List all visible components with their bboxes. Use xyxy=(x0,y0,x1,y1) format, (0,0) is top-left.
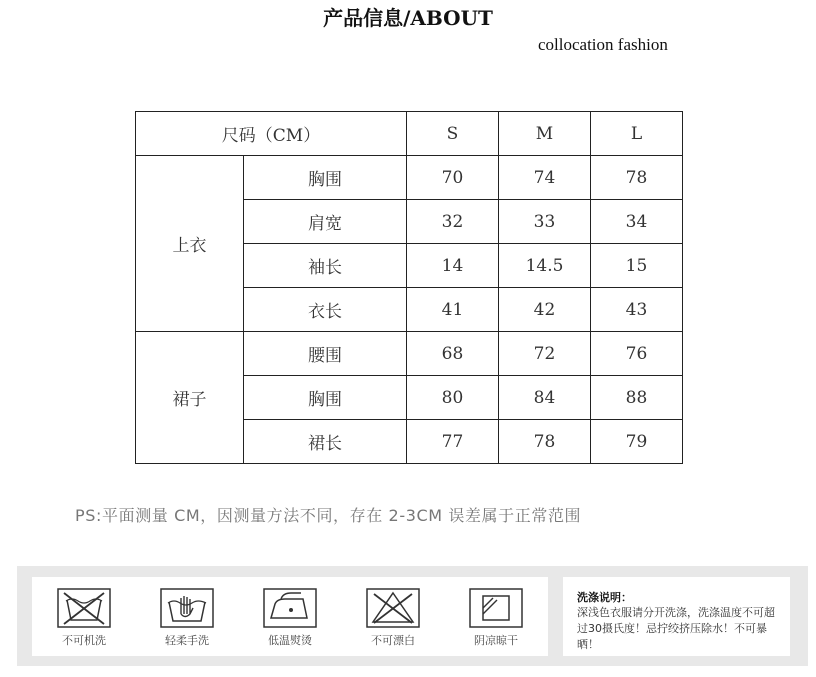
gentle-hand-wash-icon xyxy=(160,588,214,628)
table-header-row xyxy=(136,112,683,156)
care-item xyxy=(142,588,232,648)
row-label: 肩宽 xyxy=(244,200,407,244)
size-col-s: S xyxy=(407,112,499,156)
size-header-label: 尺码（CM） xyxy=(136,112,407,156)
cell-value: 76 xyxy=(591,332,683,376)
table-row xyxy=(136,332,683,376)
measurement-note: PS:平面测量 CM，因测量方法不同，存在 2-3CM 误差属于正常范围 xyxy=(75,506,582,525)
cell-value: 42 xyxy=(499,288,591,332)
cell-value: 80 xyxy=(407,376,499,420)
cell-value: 14.5 xyxy=(499,244,591,288)
cell-value: 70 xyxy=(407,156,499,200)
care-icons-panel xyxy=(32,577,548,656)
row-label: 胸围 xyxy=(244,376,407,420)
row-label: 腰围 xyxy=(244,332,407,376)
cell-value: 68 xyxy=(407,332,499,376)
cell-value: 33 xyxy=(499,200,591,244)
care-instructions-title: 洗涤说明： xyxy=(577,591,632,604)
no-bleach-icon xyxy=(366,588,420,628)
cell-value: 32 xyxy=(407,200,499,244)
care-label: 不可漂白 xyxy=(371,634,415,647)
cell-value: 78 xyxy=(591,156,683,200)
care-item xyxy=(245,588,335,648)
no-machine-wash-icon xyxy=(57,588,111,628)
care-item xyxy=(451,588,541,648)
row-label: 裙长 xyxy=(244,420,407,464)
care-label: 轻柔手洗 xyxy=(165,634,209,647)
cell-value: 79 xyxy=(591,420,683,464)
care-label: 低温熨烫 xyxy=(268,634,312,647)
size-col-m: M xyxy=(499,112,591,156)
care-label: 不可机洗 xyxy=(62,634,106,647)
cell-value: 72 xyxy=(499,332,591,376)
row-label: 袖长 xyxy=(244,244,407,288)
table-row xyxy=(136,156,683,200)
page-subtitle: collocation fashion xyxy=(538,35,668,54)
low-temp-iron-icon xyxy=(263,588,317,628)
care-item xyxy=(348,588,438,648)
group-label-top: 上衣 xyxy=(136,156,244,332)
cell-value: 88 xyxy=(591,376,683,420)
care-panel xyxy=(17,566,808,666)
cell-value: 34 xyxy=(591,200,683,244)
row-label: 衣长 xyxy=(244,288,407,332)
cell-value: 74 xyxy=(499,156,591,200)
size-col-l: L xyxy=(591,112,683,156)
care-instructions xyxy=(563,577,790,656)
size-table xyxy=(135,111,683,464)
group-label-skirt: 裙子 xyxy=(136,332,244,464)
cell-value: 84 xyxy=(499,376,591,420)
cell-value: 14 xyxy=(407,244,499,288)
cell-value: 78 xyxy=(499,420,591,464)
cell-value: 43 xyxy=(591,288,683,332)
care-item xyxy=(39,588,129,648)
cell-value: 77 xyxy=(407,420,499,464)
shade-dry-icon xyxy=(469,588,523,628)
care-instructions-body: 深浅色衣服请分开洗涤，洗涤温度不可超过30摄氏度！忌拧绞挤压除水！不可暴晒！ xyxy=(577,606,775,651)
care-label: 阴凉晾干 xyxy=(474,634,518,647)
row-label: 胸围 xyxy=(244,156,407,200)
cell-value: 41 xyxy=(407,288,499,332)
cell-value: 15 xyxy=(591,244,683,288)
page-title: 产品信息/ABOUT xyxy=(323,6,493,30)
